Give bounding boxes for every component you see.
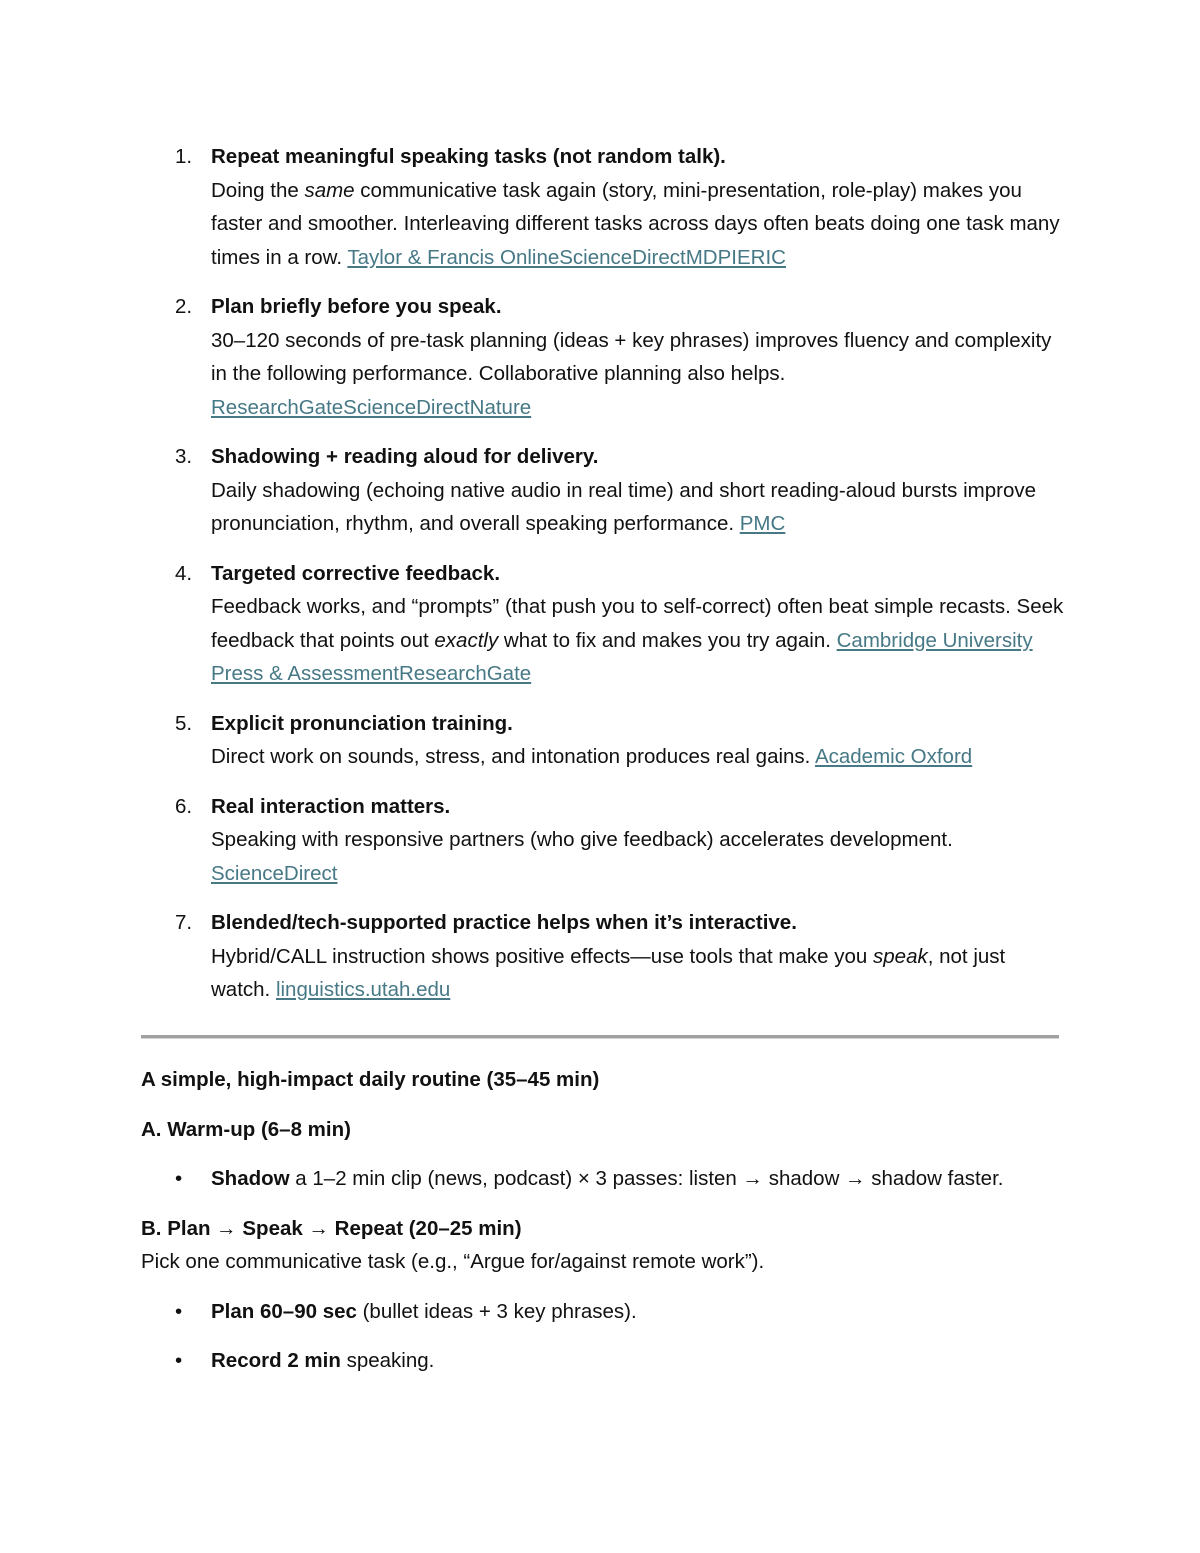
tip-title: Blended/tech-supported practice helps when it’s interactive. <box>211 911 797 934</box>
routine-section <box>141 1063 1066 1394</box>
tip-title: Real interaction matters. <box>211 794 451 818</box>
section-a-bullets <box>141 1162 1066 1196</box>
list-number: 7. <box>175 911 193 934</box>
tips-list <box>141 140 1066 1023</box>
list-number: 6. <box>175 794 193 818</box>
tip-body <box>211 823 1066 890</box>
bullet-bold: Record 2 min <box>211 1349 341 1372</box>
tip-emphasis: speak <box>873 944 928 968</box>
tip-title: Shadowing + reading aloud for delivery. <box>211 445 599 468</box>
list-item <box>141 440 1066 541</box>
tip-text: Hybrid/CALL instruction shows positive effects—use tools that make you <box>211 944 874 968</box>
list-number: 1. <box>175 145 193 168</box>
source-link[interactable]: Cambridge University Press & AssessmentResearchGate <box>211 628 1033 685</box>
tip-text: Direct work on sounds, stress, and intonation produces real gains. <box>211 745 815 768</box>
source-link[interactable]: PMC <box>739 512 786 535</box>
section-b-heading: B. Plan → Speak → Repeat (20–25 min) <box>141 1216 522 1240</box>
bullet-bold: Plan 60–90 sec <box>211 1299 357 1323</box>
tip-text: Doing the <box>211 178 305 202</box>
routine-title: A simple, high-impact daily routine (35–45 min) <box>141 1068 600 1091</box>
horizontal-divider <box>141 1035 1059 1039</box>
tip-text: Daily shadowing (echoing native audio in real time) and short reading-aloud bursts improve pronunciation, rhythm, and overall speaking performance. <box>211 478 1037 535</box>
bullet-text: speaking. <box>340 1349 435 1372</box>
tip-title: Explicit pronunciation training. <box>211 711 513 735</box>
list-item <box>141 1295 1066 1329</box>
section-b-bullets <box>141 1295 1066 1378</box>
tip-text: 30–120 seconds of pre-task planning (ideas + key phrases) improves fluency and complexity in the following performance. Collaborative planning also helps. <box>211 328 1052 385</box>
tip-text: , not just watch. <box>211 944 1006 1001</box>
tip-emphasis: exactly <box>434 628 499 652</box>
tip-text: Speaking with responsive partners (who give feedback) accelerates development. <box>211 828 953 851</box>
bullet-text: (bullet ideas + 3 key phrases). <box>356 1299 637 1323</box>
tip-text: communicative task again (story, mini-presentation, role-play) makes you faster and smoother. Interleaving different tasks across days often beats doing one task many times in a row. <box>211 178 1060 269</box>
tip-text: what to fix and makes you try again. <box>498 628 837 652</box>
source-link[interactable]: ScienceDirect <box>211 861 338 885</box>
bullet-bold: Shadow <box>211 1167 290 1190</box>
source-link[interactable]: ResearchGateScienceDirectNature <box>211 395 532 419</box>
bullet-icon: • <box>175 1349 183 1372</box>
source-link[interactable]: linguistics.utah.edu <box>275 978 451 1001</box>
bullet-icon: • <box>175 1167 183 1190</box>
tip-text: Feedback works, and “prompts” (that push you to self-correct) often beat simple recasts. Seek feedback that points out <box>211 595 1064 652</box>
tip-title: Plan briefly before you speak. <box>211 295 502 318</box>
list-item <box>141 1162 1066 1196</box>
list-item <box>141 906 1066 1007</box>
bullet-icon: • <box>175 1299 183 1323</box>
list-number: 3. <box>175 445 193 468</box>
list-number: 5. <box>175 711 193 735</box>
source-link[interactable]: Academic Oxford <box>814 745 973 768</box>
bullet-text: a 1–2 min clip (news, podcast) × 3 passes: listen → shadow → shadow faster. <box>289 1167 1004 1190</box>
tip-body <box>211 474 1066 541</box>
section-a-heading: A. Warm-up (6–8 min) <box>141 1117 351 1141</box>
tip-body <box>211 590 1066 691</box>
tip-body <box>211 740 1066 774</box>
list-item <box>141 1344 1066 1378</box>
tip-body <box>211 324 1066 425</box>
tip-title: Targeted corrective feedback. <box>211 561 501 585</box>
list-item <box>141 140 1066 274</box>
list-item <box>141 290 1066 424</box>
tip-title: Repeat meaningful speaking tasks (not random talk). <box>211 145 726 168</box>
list-number: 4. <box>175 561 193 585</box>
list-item <box>141 557 1066 691</box>
tip-body <box>211 174 1066 275</box>
list-number: 2. <box>175 295 193 318</box>
list-item <box>141 707 1066 774</box>
list-item <box>141 790 1066 891</box>
source-link[interactable]: Taylor & Francis OnlineScienceDirectMDPIERIC <box>347 245 786 269</box>
tip-body <box>211 940 1066 1007</box>
tip-emphasis: same <box>304 178 355 202</box>
section-b-intro: Pick one communicative task (e.g., “Argue for/against remote work”). <box>141 1250 765 1273</box>
